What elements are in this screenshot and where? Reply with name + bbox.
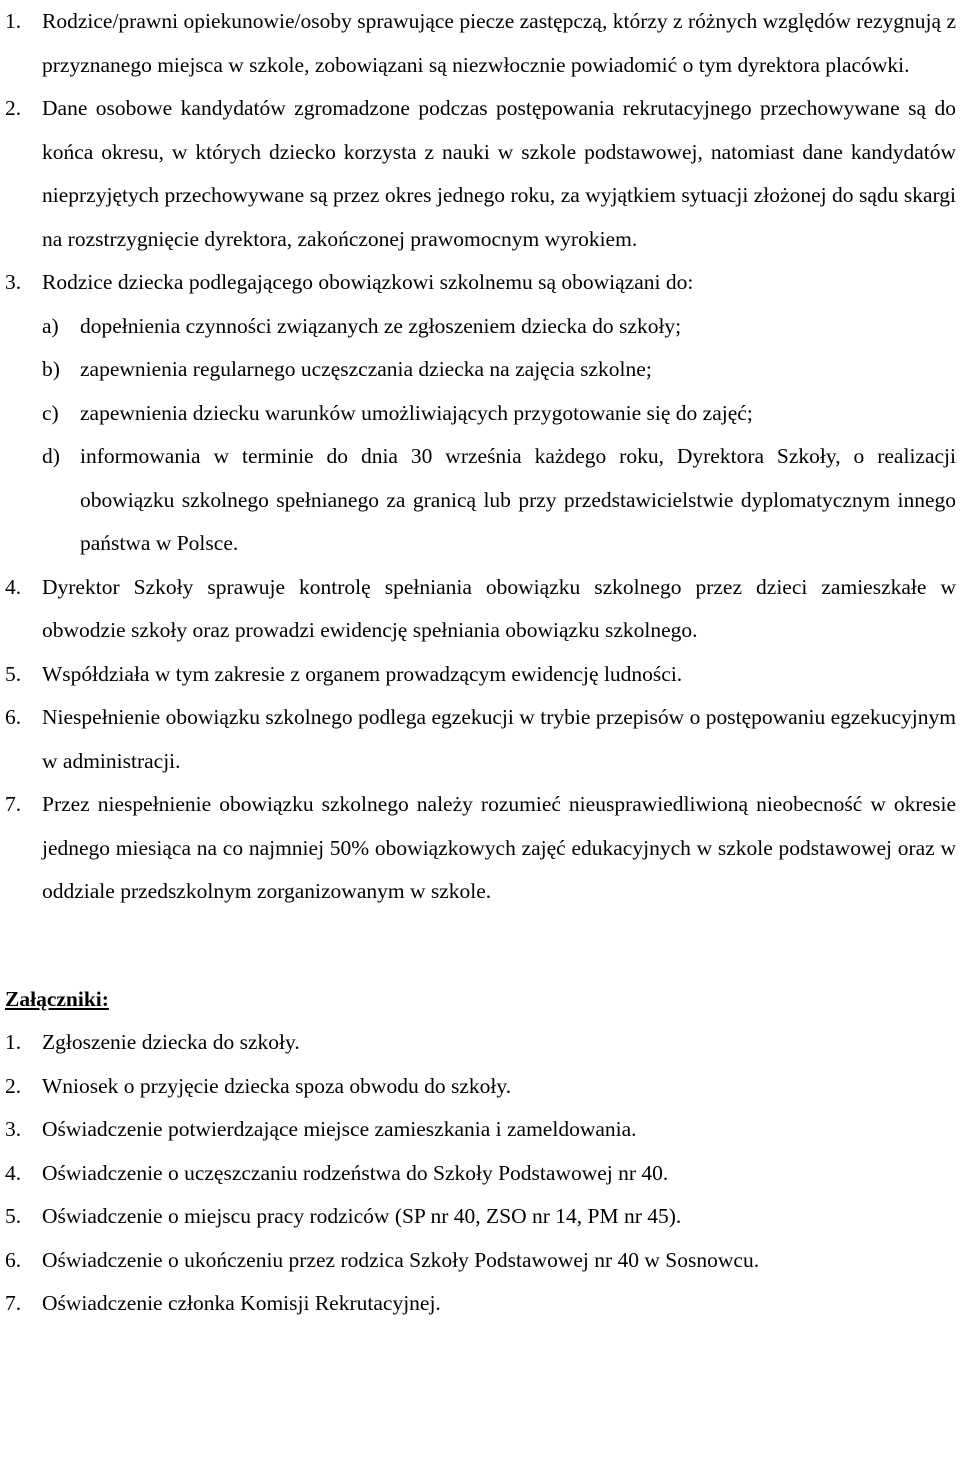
- rule-item-6: [0, 696, 960, 783]
- sub-item-letter: a): [42, 313, 59, 338]
- attachment-number: 5.: [5, 1204, 22, 1228]
- attachment-text: Oświadczenie o ukończeniu przez rodzica Szkoły Podstawowej nr 40 w Sosnowcu.: [42, 1247, 760, 1272]
- attachment-text: Oświadczenie o miejscu pracy rodziców (SP nr 40, ZSO nr 14, PM nr 45).: [42, 1204, 682, 1228]
- rule-text: Rodzice/prawni opiekunowie/osoby sprawujące piecze zastępczą, którzy z różnych względów rezygnują z przyznanego miejsca w szkole, zobowiązani są niezwłocznie powiadomić o tym dyrektora placówki.: [42, 9, 956, 77]
- attachment-number: 4.: [5, 1160, 22, 1185]
- attachment-text: Wniosek o przyjęcie dziecka spoza obwodu do szkoły.: [42, 1073, 512, 1098]
- attachment-item: [0, 1108, 960, 1152]
- sub-item-text: dopełnienia czynności związanych ze zgłoszeniem dziecka do szkoły;: [80, 313, 682, 338]
- rule-sub-item-a: [42, 305, 956, 349]
- rule-number: 2.: [5, 96, 22, 120]
- sub-item-text: zapewnienia dziecku warunków umożliwiających przygotowanie się do zajęć;: [80, 400, 753, 425]
- rule-number: 6.: [5, 705, 22, 729]
- attachments-heading: Załączniki:: [5, 986, 109, 1011]
- rule-text: Niespełnienie obowiązku szkolnego podlega egzekucji w trybie przepisów o postępowaniu egzekucyjnym w administracji.: [42, 705, 956, 773]
- rule-item-7: [0, 783, 960, 914]
- rule-sub-item-d: [42, 435, 956, 566]
- section-spacer: [0, 914, 960, 978]
- rule-text: Współdziała w tym zakresie z organem prowadzącym ewidencję ludności.: [42, 661, 683, 686]
- attachment-item: [0, 1021, 960, 1065]
- attachment-text: Oświadczenie członka Komisji Rekrutacyjnej.: [42, 1291, 441, 1315]
- rule-number: 7.: [5, 792, 22, 816]
- rule-text: Dyrektor Szkoły sprawuje kontrolę spełniania obowiązku szkolnego przez dzieci zamieszkałe w obwodzie szkoły oraz prowadzi ewidencję spełniania obowiązku szkolnego.: [42, 574, 956, 642]
- attachment-item: [0, 1195, 960, 1239]
- attachment-number: 2.: [5, 1073, 22, 1098]
- attachment-item: [0, 1152, 960, 1196]
- rule-sub-item-c: [42, 392, 956, 436]
- attachment-number: 1.: [5, 1030, 22, 1054]
- rule-number: 5.: [5, 661, 22, 686]
- sub-item-letter: d): [42, 444, 60, 468]
- attachment-number: 6.: [5, 1247, 22, 1272]
- attachment-text: Oświadczenie o uczęszczaniu rodzeństwa do Szkoły Podstawowej nr 40.: [42, 1160, 669, 1185]
- rule-text: Przez niespełnienie obowiązku szkolnego należy rozumieć nieusprawiedliwioną nieobecność w okresie jednego miesiąca na co najmniej 50% obowiązkowych zajęć edukacyjnych w szkole podstawowej oraz w oddziale przedszkolnym zorganizowanym w szkole.: [42, 792, 956, 903]
- attachment-item: [0, 1065, 960, 1109]
- sub-item-text: zapewnienia regularnego uczęszczania dziecka na zajęcia szkolne;: [80, 357, 652, 381]
- rule-text: Rodzice dziecka podlegającego obowiązkowi szkolnemu są obowiązani do:: [42, 270, 694, 294]
- attachments-list: [0, 1021, 960, 1326]
- rule-number: 3.: [5, 270, 22, 294]
- attachment-number: 7.: [5, 1291, 22, 1315]
- sub-item-letter: b): [42, 357, 60, 381]
- rule-text: Dane osobowe kandydatów zgromadzone podczas postępowania rekrutacyjnego przechowywane są do końca okresu, w których dziecko korzysta z nauki w szkole podstawowej, natomiast dane kandydatów nieprzyjętych przechowywane są przez okres jednego roku, za wyjątkiem sytuacji złożonej do sądu skargi na rozstrzygnięcie dyrektora, zakończonej prawomocnym wyrokiem.: [42, 96, 956, 251]
- attachment-number: 3.: [5, 1117, 22, 1141]
- rule-item-3: [0, 261, 960, 566]
- rule-sub-item-b: [42, 348, 956, 392]
- rule-item-2: [0, 87, 960, 261]
- rule-item-4: [0, 566, 960, 653]
- attachment-text: Oświadczenie potwierdzające miejsce zamieszkania i zameldowania.: [42, 1117, 637, 1141]
- rule-item-1: [0, 0, 960, 87]
- attachment-text: Zgłoszenie dziecka do szkoły.: [42, 1030, 300, 1054]
- rule-number: 4.: [5, 574, 22, 599]
- rule-item-5: [0, 653, 960, 697]
- attachment-item: [0, 1282, 960, 1326]
- attachment-item: [0, 1239, 960, 1283]
- sub-item-text: informowania w terminie do dnia 30 września każdego roku, Dyrektora Szkoły, o realizacji obowiązku szkolnego spełnianego za granicą lub przy przedstawicielstwie dyplomatycznym innego państwa w Polsce.: [80, 444, 956, 555]
- sub-item-letter: c): [42, 400, 59, 425]
- rule-number: 1.: [5, 9, 22, 33]
